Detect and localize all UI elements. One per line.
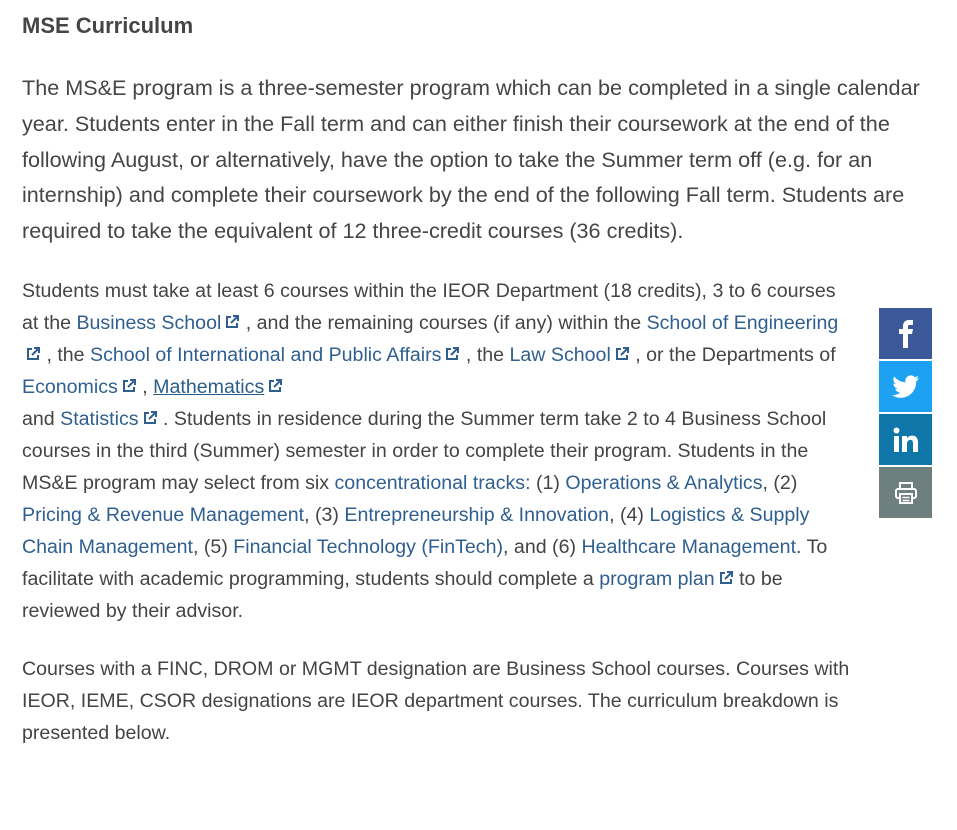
economics-link[interactable]: Economics — [22, 375, 118, 398]
text-segment: , (2) — [762, 471, 798, 494]
course-designation-paragraph: Courses with a FINC, DROM or MGMT designation are Business School courses. Courses with IEOR, IEME, CSOR designations are IEOR department courses. The curriculum breakdown is presented below. — [22, 657, 850, 744]
external-link-icon — [25, 346, 41, 362]
text-segment: , and the remaining courses (if any) within the — [240, 311, 647, 334]
twitter-icon — [892, 375, 920, 399]
law-school-link[interactable]: Law School — [509, 343, 611, 366]
text-segment: , or the Departments of — [629, 343, 836, 366]
entrepreneurship-innovation-link[interactable]: Entrepreneurship & Innovation — [344, 503, 610, 526]
concentrational-tracks-link[interactable]: concentrational tracks: — [334, 471, 531, 494]
school-of-engineering-link[interactable]: School of Engineering — [646, 311, 839, 334]
share-bar — [879, 308, 932, 518]
text-segment: . Students in residence during the Summer term take 2 to 4 Business School courses in the third (Summer) semester in order to complete their program. Students in the MS&E program may select from six — [22, 407, 827, 494]
text-segment: , the — [41, 343, 91, 366]
twitter-share-button[interactable] — [879, 361, 932, 412]
text-segment: and — [22, 407, 61, 430]
text-segment: , (4) — [609, 503, 650, 526]
mathematics-link[interactable]: Mathematics — [153, 375, 265, 398]
external-link-icon — [444, 346, 460, 362]
linkedin-share-button[interactable] — [879, 414, 932, 465]
external-link-icon — [614, 346, 630, 362]
text-segment: to be reviewed by their advisor. — [22, 567, 783, 622]
print-button[interactable] — [879, 467, 932, 518]
facebook-icon — [895, 320, 917, 348]
text-segment: , (5) — [193, 535, 234, 558]
text-segment: Students must take at least 6 courses within the IEOR Department (18 credits), 3 to 6 courses at the — [22, 279, 836, 334]
text-segment: , and (6) — [503, 535, 582, 558]
text-segment: , — [136, 375, 154, 398]
facebook-share-button[interactable] — [879, 308, 932, 359]
print-icon — [894, 482, 918, 504]
text-segment: , (3) — [304, 503, 345, 526]
healthcare-management-link[interactable]: Healthcare Management — [581, 535, 797, 558]
external-link-icon — [224, 314, 240, 330]
external-link-icon — [142, 410, 158, 426]
statistics-link[interactable]: Statistics — [60, 407, 139, 430]
pricing-revenue-link[interactable]: Pricing & Revenue Management — [22, 503, 305, 526]
intro-paragraph: The MS&E program is a three-semester program which can be completed in a single calendar year. Students enter in the Fall term and can either finish their coursework at the end of the following August, or alternatively, have the option to take the Summer term off (e.g. for an internship) and complete their coursework by the end of the following Fall term. Students are required to take the equivalent of 12 three-credit courses (36 credits). — [22, 75, 920, 244]
sipa-link[interactable]: School of International and Public Affairs — [90, 343, 442, 366]
operations-analytics-link[interactable]: Operations & Analytics — [565, 471, 763, 494]
text-segment: , the — [460, 343, 510, 366]
external-link-icon — [718, 570, 734, 586]
main-content — [22, 0, 920, 749]
financial-technology-link[interactable]: Financial Technology (FinTech) — [233, 535, 504, 558]
program-plan-link[interactable]: program plan — [599, 567, 715, 590]
external-link-icon — [121, 378, 137, 394]
external-link-icon — [267, 378, 283, 394]
text-segment: (1) — [530, 471, 566, 494]
logistics-supply-chain-link[interactable]: Logistics & Supply Chain Management — [22, 503, 810, 558]
text-segment: . To facilitate with academic programming, students should complete a — [22, 535, 828, 590]
business-school-link[interactable]: Business School — [76, 311, 222, 334]
requirements-paragraph — [22, 275, 852, 627]
page-title: MSE Curriculum — [22, 13, 194, 38]
linkedin-icon — [893, 427, 919, 453]
